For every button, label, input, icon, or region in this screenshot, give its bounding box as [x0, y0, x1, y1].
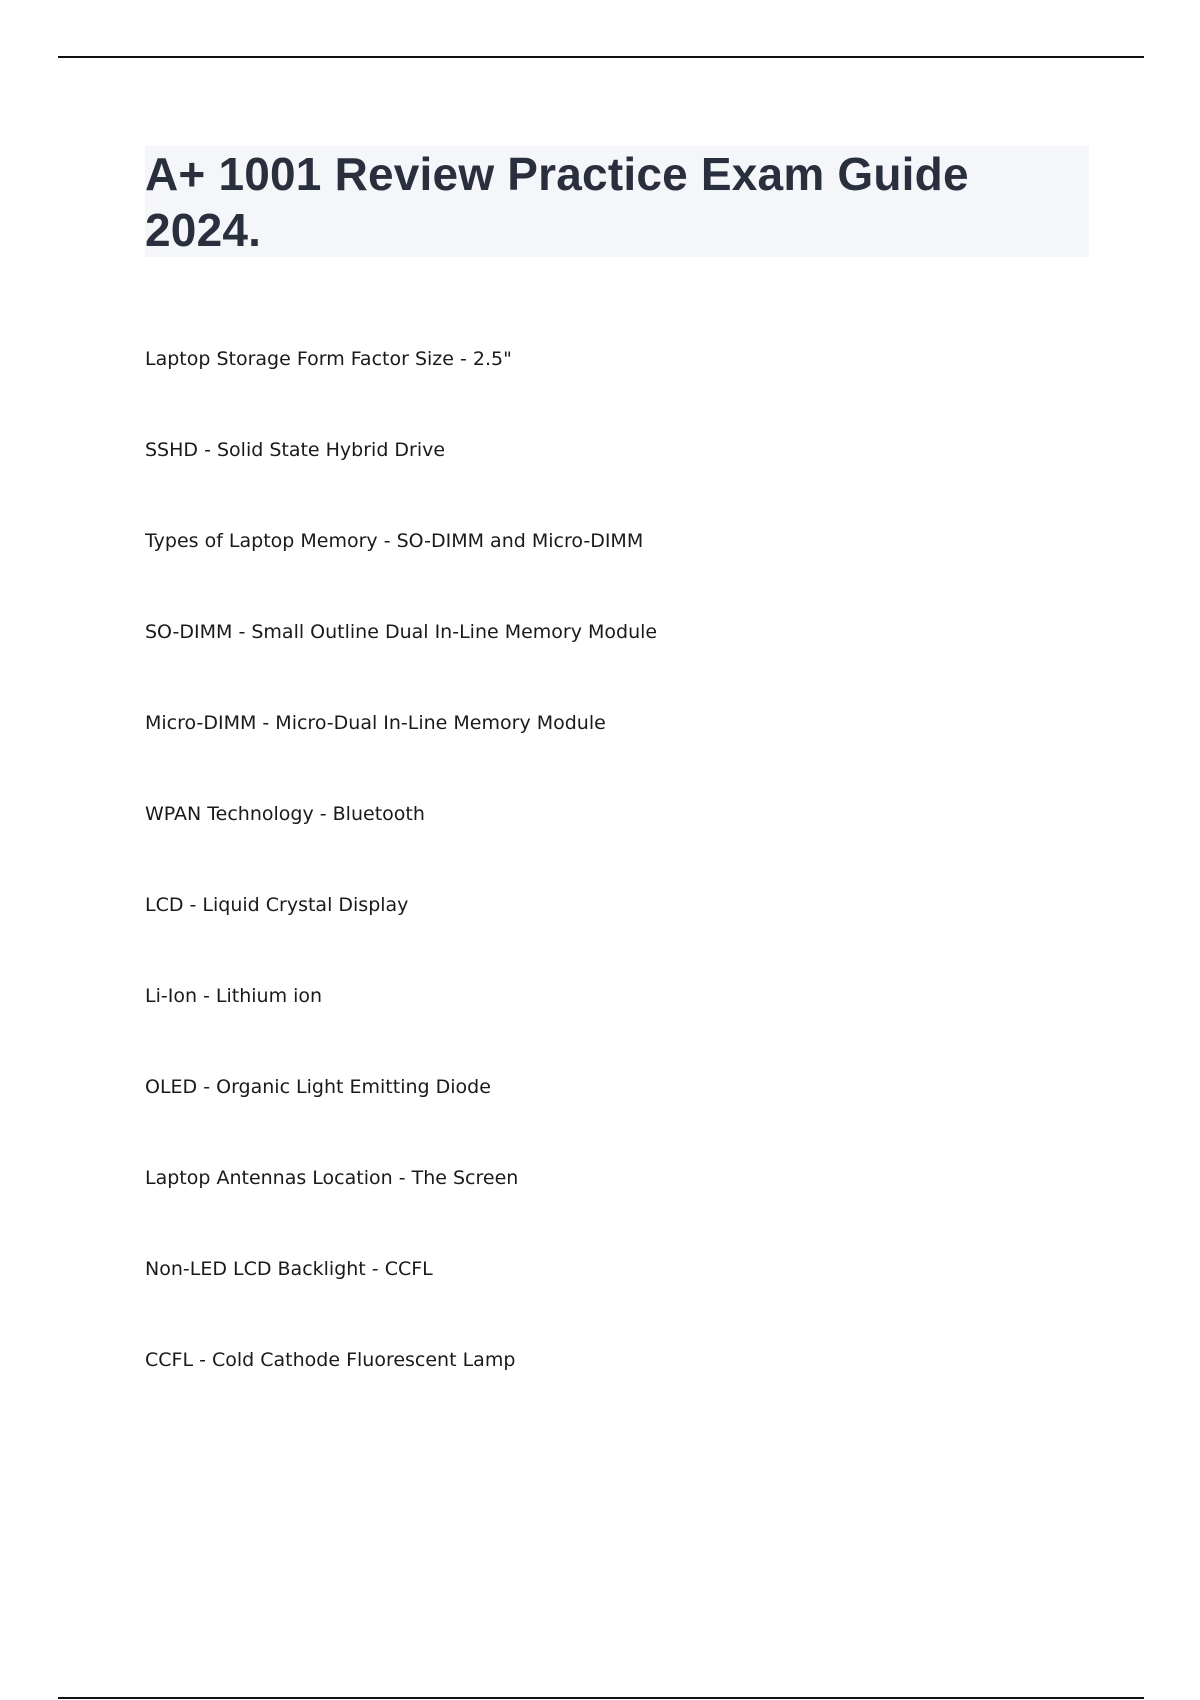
bottom-divider	[58, 1697, 1144, 1699]
term-entry: Laptop Antennas Location - The Screen	[145, 1167, 519, 1189]
term-entry: Laptop Storage Form Factor Size - 2.5"	[145, 348, 512, 370]
top-divider	[58, 56, 1144, 58]
term-entry: SO-DIMM - Small Outline Dual In-Line Memory Module	[145, 621, 658, 643]
term-entry: LCD - Liquid Crystal Display	[145, 894, 409, 916]
page-title: A+ 1001 Review Practice Exam Guide 2024.	[145, 148, 969, 256]
term-entry: Micro-DIMM - Micro-Dual In-Line Memory Module	[145, 712, 606, 734]
term-entry: Types of Laptop Memory - SO-DIMM and Micro-DIMM	[145, 530, 644, 552]
term-entry: SSHD - Solid State Hybrid Drive	[145, 439, 446, 461]
term-entry: Li-Ion - Lithium ion	[145, 985, 323, 1007]
term-list	[145, 344, 1085, 1436]
term-entry: OLED - Organic Light Emitting Diode	[145, 1076, 491, 1098]
title-block	[145, 146, 1089, 257]
term-entry: WPAN Technology - Bluetooth	[145, 803, 425, 825]
term-entry: Non-LED LCD Backlight - CCFL	[145, 1258, 433, 1280]
term-entry: CCFL - Cold Cathode Fluorescent Lamp	[145, 1349, 516, 1371]
